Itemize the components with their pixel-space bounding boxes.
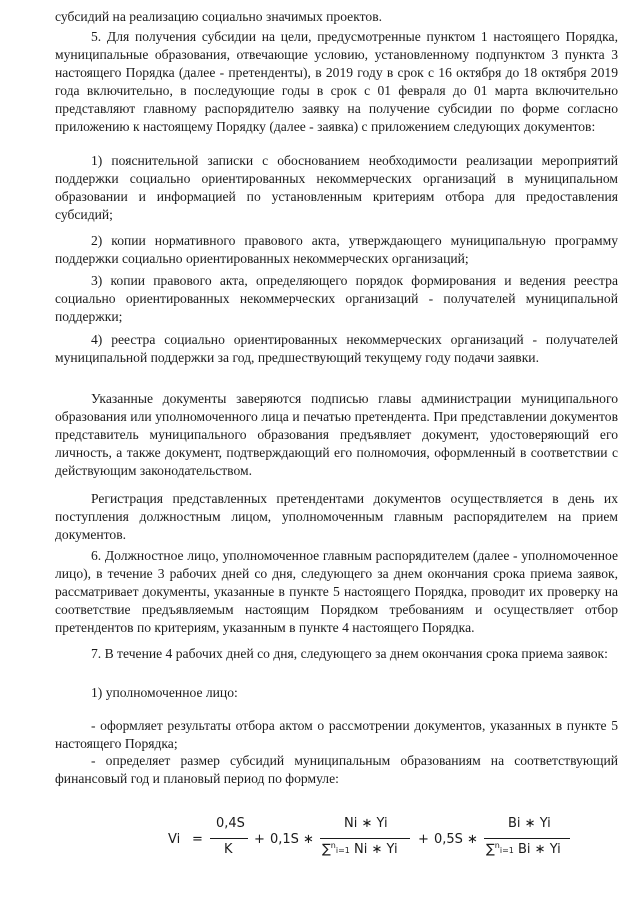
formula-term2-denominator (322, 842, 398, 857)
formula-term3-coefficient: 0,5S ∗ (434, 832, 478, 847)
sum-body: Bi ∗ Yi (518, 842, 561, 857)
sum-upper-limit: n (330, 841, 336, 850)
formula-term1-numerator: 0,4S (216, 816, 245, 831)
formula-term2-numerator: Ni ∗ Yi (344, 816, 388, 831)
paragraph-subitem-1: 1) уполномоченное лицо: (91, 685, 238, 700)
sum-symbol: ∑ (486, 842, 495, 857)
formula-term1-denominator: K (224, 842, 233, 857)
formula-plus-1: + (254, 832, 265, 847)
paragraph-item-5: 5. Для получения субсидии на цели, предусмотренные пунктом 1 настоящего Порядка, муниципальные образования, отвечающие условию, установленному подпунктом 3 пункта 3 настоящего Порядка (далее - претенденты), в 2019 году в срок с 16 октября до 18 октября 2019 года включительно, в последующие годы в срок с 01 февраля до 01 марта включительно представляют главному распорядителю заявку на получение субсидии по форме согласно приложению к настоящему Порядку (далее - заявка) с приложением следующих документов: (55, 29, 618, 134)
sum-upper-limit: n (494, 841, 500, 850)
paragraph-certification: Указанные документы заверяются подписью главы администрации муниципального образования или уполномоченного лица и печатью претендента. При представлении документов представитель муниципального образования предъявляет документ, удостоверяющий его личность, а также документ, подтверждающий его полномочия, оформленный в соответствии с действующим законодательством. (55, 391, 618, 478)
subsidy-formula (120, 812, 570, 870)
paragraph-doc-3: 3) копии правового акта, определяющего порядок формирования и ведения реестра социально ориентированных некоммерческих организаций - получателей муниципальной поддержки; (55, 273, 618, 324)
formula-term3-fraction-bar (484, 838, 570, 839)
formula-lhs: Vi (168, 832, 181, 847)
paragraph-item-7: 7. В течение 4 рабочих дней со дня, следующего за днем окончания срока приема заявок: (91, 646, 608, 661)
formula-term1-fraction-bar (210, 838, 248, 839)
paragraph-doc-1: 1) пояснительной записки с обоснованием необходимости реализации мероприятий поддержки социально ориентированных некоммерческих организаций в муниципальном образовании и информацией по установленным критериям отбора для предоставления субсидий; (55, 153, 618, 222)
paragraph-item-6: 6. Должностное лицо, уполномоченное главным распорядителем (далее - уполномоченное лицо), в течение 3 рабочих дней со дня, следующего за днем окончания срока приема заявок, рассматривает документы, указанные в пункте 5 настоящего Порядка, проводит их проверку на соответствие предъявляемым настоящим Порядком требованиям и осуществляет отбор претендентов по критериям, указанным в пункте 4 настоящего Порядка. (55, 548, 618, 635)
paragraph-dash-2: - определяет размер субсидий муниципальным образованиям на соответствующий финансовый год и плановый период по формуле: (55, 753, 618, 786)
formula-term3-denominator (486, 842, 561, 857)
sum-lower-limit: i=1 (335, 846, 350, 855)
sum-body: Ni ∗ Yi (354, 842, 398, 857)
formula-equals: = (192, 832, 203, 847)
formula-plus-2: + (418, 832, 429, 847)
paragraph-doc-4: 4) реестра социально ориентированных некоммерческих организаций - получателей муниципальной поддержки за год, предшествующий текущему году подачи заявки. (55, 332, 618, 365)
sum-lower-limit: i=1 (499, 846, 514, 855)
formula-term3-numerator: Bi ∗ Yi (508, 816, 551, 831)
paragraph-doc-2: 2) копии нормативного правового акта, утверждающего муниципальную программу поддержки социально ориентированных некоммерческих организаций; (55, 233, 618, 266)
formula-term2-fraction-bar (320, 838, 410, 839)
formula-term2-coefficient: 0,1S ∗ (270, 832, 314, 847)
sum-symbol: ∑ (322, 842, 331, 857)
paragraph-dash-1: - оформляет результаты отбора актом о рассмотрении документов, указанных в пункте 5 настоящего Порядка; (55, 718, 618, 751)
paragraph-continuation: субсидий на реализацию социально значимых проектов. (55, 9, 383, 24)
paragraph-registration: Регистрация представленных претендентами документов осуществляется в день их поступления должностным лицом, уполномоченным главным распорядителем на прием документов. (55, 491, 618, 542)
